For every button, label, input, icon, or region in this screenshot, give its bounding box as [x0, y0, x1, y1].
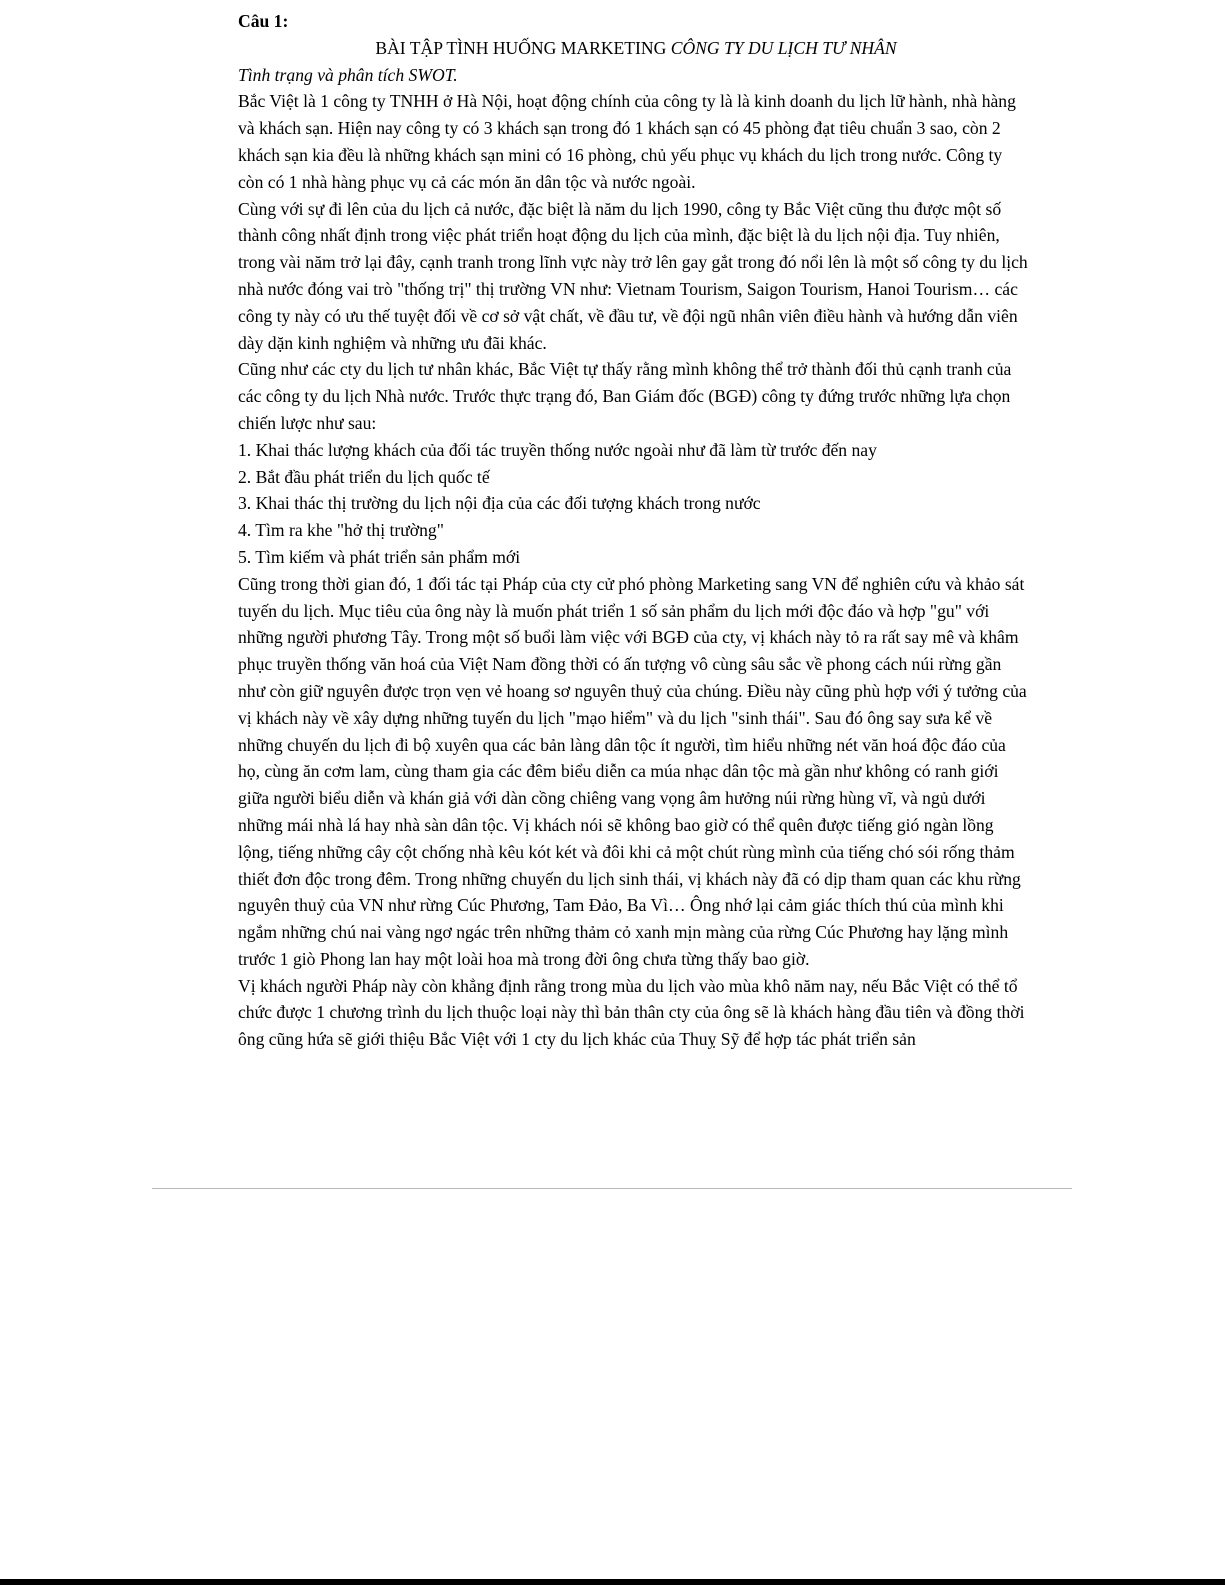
paragraph-competition: Cùng với sự đi lên của du lịch cả nước, đặc biệt là năm du lịch 1990, công ty Bắc Việt cũng thu được một số thành công nhất định trong việc phát triển hoạt động du lịch của mình, đặc biệt là du lịch nội địa. Tuy nhiên, trong vài năm trở lại đây, cạnh tranh trong lĩnh vực này trở lên gay gắt trong đó nổi lên là một số công ty du lịch nhà nước đóng vai trò "thống trị" thị trường VN như: Vietnam Tourism, Saigon Tourism, Hanoi Tourism… các công ty này có ưu thế tuyệt đối về cơ sở vật chất, về đầu tư, về đội ngũ nhân viên điều hành và hướng dẫn viên dày dặn kinh nghiệm và những ưu đãi khác.: [238, 198, 1028, 353]
paragraph-french-partner: Cũng trong thời gian đó, 1 đối tác tại Pháp của cty cử phó phòng Marketing sang VN để nghiên cứu và khảo sát tuyến du lịch. Mục tiêu của ông này là muốn phát triển 1 số sản phẩm du lịch mới độc đáo và hợp "gu" với những người phương Tây. Trong một số buổi làm việc với BGĐ của cty, vị khách này tỏ ra rất say mê và khâm phục truyền thống văn hoá của Việt Nam đồng thời có ấn tượng vô cùng sâu sắc về phong cách núi rừng gần như còn giữ nguyên được trọn vẹn vẻ hoang sơ nguyên thuỷ của chúng. Điều này cũng phù hợp với ý tưởng của vị khách này về xây dựng những tuyến du lịch "mạo hiểm" và du lịch "sinh thái". Sau đó ông say sưa kể về những chuyến du lịch đi bộ xuyên qua các bản làng dân tộc ít người, tìm hiểu những nét văn hoá độc đáo của họ, cùng ăn cơm lam, cùng tham gia các đêm biểu diễn ca múa nhạc dân tộc mà gần như không có ranh giới giữa người biểu diễn và khán giả với dàn cồng chiêng vang vọng âm hưởng núi rừng hùng vĩ, và ngủ dưới những mái nhà lá hay nhà sàn dân tộc. Vị khách nói sẽ không bao giờ có thể quên được tiếng gió ngàn lồng lộng, tiếng những cây cột chống nhà kêu kót két và đôi khi cả một chút rùng mình của tiếng chó sói rống thảm thiết đơn độc trong đêm. Trong những chuyến du lịch sinh thái, vị khách này đã có dịp tham quan các khu rừng nguyên thuỷ của VN như rừng Cúc Phương, Tam Đảo, Ba Vì… Ông nhớ lại cảm giác thích thú của mình khi ngắm những chú nai vàng ngơ ngác trên những thảm cỏ xanh mịn màng của rừng Cúc Phương hay lặng mình trước 1 giò Phong lan hay một loài hoa mà trong đời ông chưa từng thấy bao giờ.: [238, 573, 1027, 969]
strategy-option-5: 5. Tìm kiếm và phát triển sản phẩm mới: [238, 546, 521, 567]
paragraph-partner-offer: Vị khách người Pháp này còn khẳng định rằng trong mùa du lịch vào mùa khô năm nay, nếu Bắc Việt có thể tổ chức được 1 chương trình du lịch thuộc loại này thì bản thân cty của ông sẽ là khách hàng đầu tiên và đồng thời ông cũng hứa sẽ giới thiệu Bắc Việt với 1 cty du lịch khác của Thuỵ Sỹ để hợp tác phát triển sản: [238, 975, 1025, 1050]
paragraph-company-intro: Bắc Việt là 1 công ty TNHH ở Hà Nội, hoạt động chính của công ty là là kinh doanh du lịch lữ hành, nhà hàng và khách sạn. Hiện nay công ty có 3 khách sạn trong đó 1 khách sạn có 45 phòng đạt tiêu chuẩn 3 sao, còn 2 khách sạn kia đều là những khách sạn mini có 16 phòng, chủ yếu phục vụ khách du lịch trong nước. Công ty còn có 1 nhà hàng phục vụ cả các món ăn dân tộc và nước ngoài.: [238, 91, 1016, 192]
section-subtitle: Tình trạng và phân tích SWOT.: [238, 64, 458, 85]
question-heading: Câu 1:: [238, 11, 289, 31]
strategy-option-3: 3. Khai thác thị trường du lịch nội địa của các đối tượng khách trong nước: [238, 493, 761, 514]
strategy-option-1: 1. Khai thác lượng khách của đối tác truyền thống nước ngoài như đã làm từ trước đến nay: [238, 439, 877, 460]
page-divider: [152, 1188, 1072, 1189]
strategy-option-4: 4. Tìm ra khe "hở thị trường": [238, 520, 444, 541]
document-title: [238, 35, 1028, 62]
document-page: [238, 8, 1028, 1053]
strategy-option-2: 2. Bắt đầu phát triển du lịch quốc tế: [238, 466, 490, 487]
title-italic: CÔNG TY DU LỊCH TƯ NHÂN: [670, 37, 897, 58]
paragraph-strategy-choices: Cũng như các cty du lịch tư nhân khác, Bắc Việt tự thấy rằng mình không thể trở thành đối thủ cạnh tranh của các công ty du lịch Nhà nước. Trước thực trạng đó, Ban Giám đốc (BGĐ) công ty đứng trước những lựa chọn chiến lược như sau:: [238, 359, 1012, 433]
bottom-edge-bar: [0, 1579, 1225, 1585]
title-main: BÀI TẬP TÌNH HUỐNG MARKETING: [375, 37, 671, 58]
